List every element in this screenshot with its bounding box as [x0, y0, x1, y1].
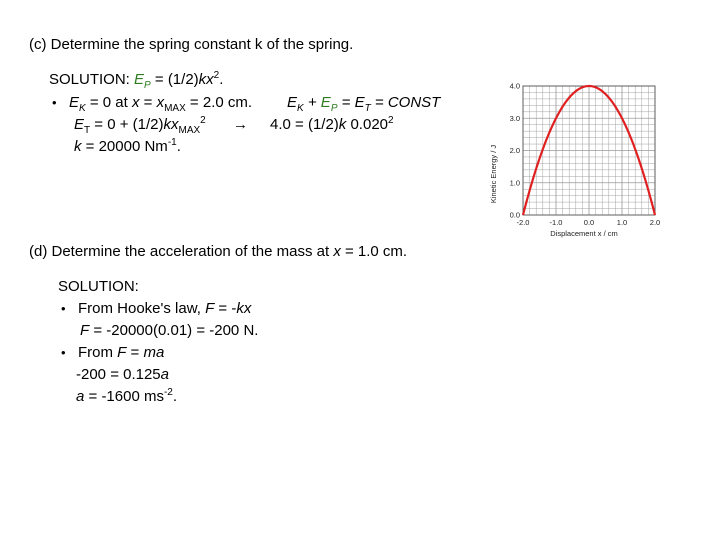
part-d-hooke-line: From Hooke's law, F = -kx	[78, 300, 252, 317]
x-tick-label: -2.0	[516, 218, 530, 227]
x-tick-label: 0.0	[583, 218, 595, 227]
part-c-solve-k: 4.0 = (1/2)k 0.020$^2$	[270, 115, 394, 133]
part-d-substitution: -200 = 0.125a	[76, 366, 169, 383]
arrow-icon: →	[233, 116, 248, 133]
y-axis-label: Kinetic Energy / J	[489, 144, 498, 204]
kinetic-energy-chart	[485, 78, 665, 238]
ek-symbol: $E_K$	[69, 94, 86, 114]
y-tick-label: 0.0	[509, 210, 520, 220]
bullet-icon: •	[52, 95, 57, 110]
y-tick-label: 1.0	[509, 178, 520, 188]
part-d-newton-line: From F = ma	[78, 344, 165, 361]
part-c-answer: k = 20000 $Nm^{-1}$.	[74, 137, 181, 155]
part-d-answer: a = -1600 $ms^{-2}$.	[76, 387, 178, 405]
x-tick-label: -1.0	[549, 218, 563, 227]
part-c-heading: (c) Determine the spring constant k of the spring.	[29, 36, 354, 53]
ep-symbol: $E_P$	[134, 71, 151, 91]
part-d-force-line: F = -20000(0.01) = -200 N.	[80, 322, 259, 339]
y-tick-label: 2.0	[509, 146, 520, 155]
part-d-heading: (d) Determine the acceleration of the mass at x = 1.0 cm.	[29, 243, 408, 260]
x-tick-label: 1.0	[616, 218, 628, 227]
y-tick-label: 3.0	[509, 113, 520, 123]
part-c-bullet-line: $E_K = 0$ at $x = x_{MAX} = 2.0$ cm.	[69, 94, 253, 114]
part-c-solution-line: SOLUTION: $E_P = (1/2)kx^2$.	[49, 70, 224, 91]
bullet-icon: •	[61, 345, 66, 360]
part-d-solution-label: SOLUTION:	[58, 278, 139, 295]
x-axis-label: Displacement x / cm	[550, 229, 618, 238]
x-tick-label: 2.0	[649, 218, 661, 227]
part-c-et-line: $E_T = 0 + (1/2)kx_{MAX}^2$	[74, 115, 206, 136]
y-tick-label: 4.0	[509, 81, 520, 91]
bullet-icon: •	[61, 301, 66, 316]
energy-conservation: $E_K + E_P = E_T$ = CONST	[287, 94, 441, 114]
